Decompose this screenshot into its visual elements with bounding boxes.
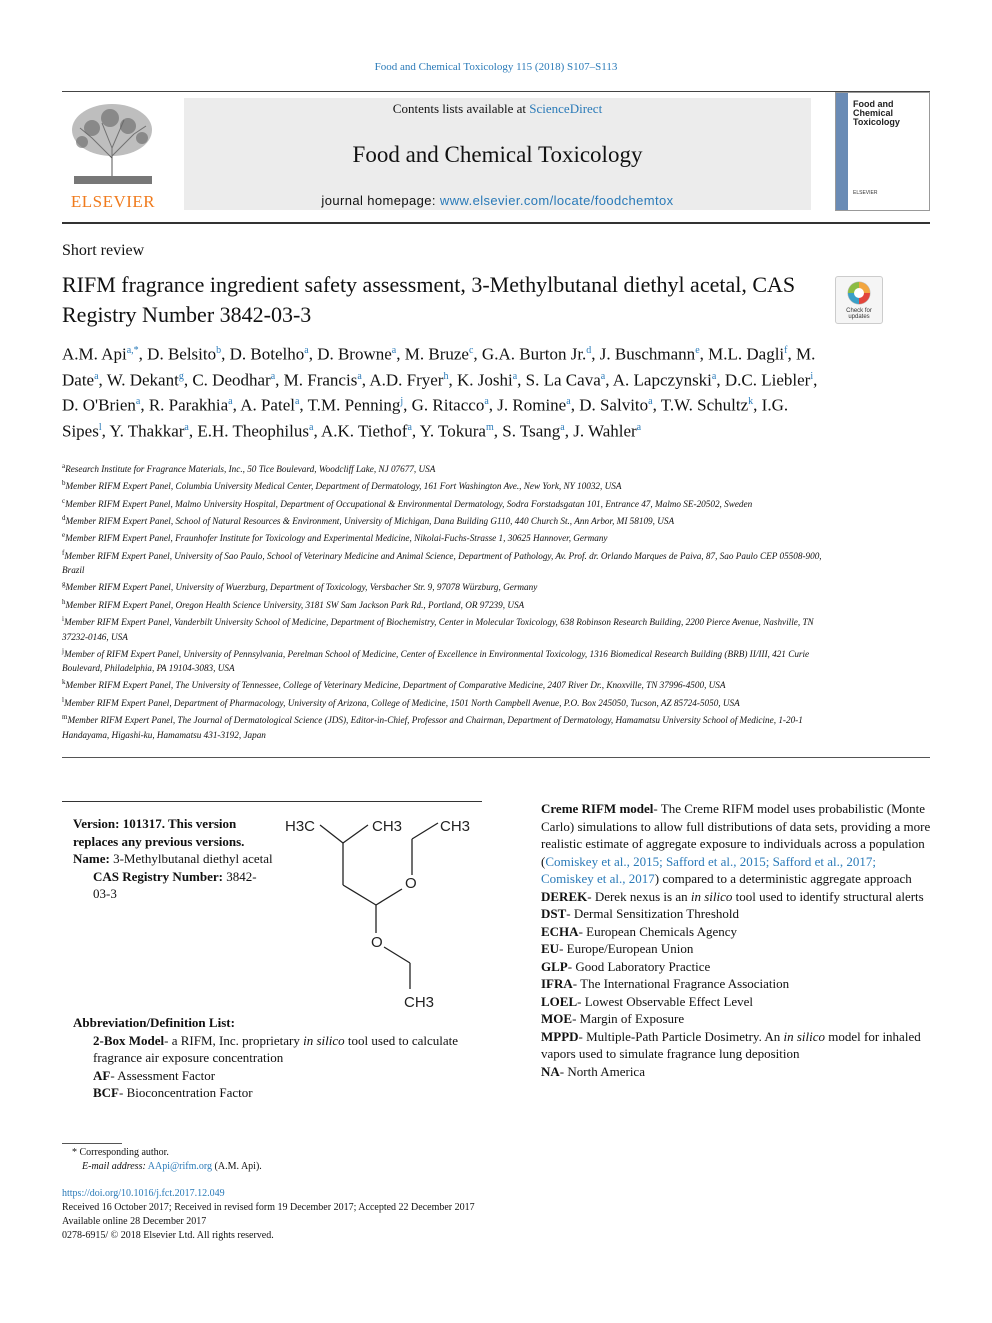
abbreviation-item: [541, 923, 931, 941]
author-affiliation-marker[interactable]: a: [391, 345, 397, 356]
author-name[interactable]: M. Bruze: [404, 344, 469, 364]
abbreviation-definition: tool used to calculate fragrance air exposure concentration: [93, 1032, 459, 1065]
author-affiliation-marker[interactable]: k: [748, 396, 754, 408]
abbreviation-definition: - Assessment Factor: [110, 1067, 216, 1083]
article-title: RIFM fragrance ingredient safety assessment, 3-Methylbutanal diethyl acetal, CAS Registry Number 3842-03-3: [62, 272, 796, 327]
author-affiliation-marker[interactable]: a: [600, 370, 606, 382]
author-name[interactable]: G.A. Burton Jr.: [481, 344, 587, 364]
journal-banner: [184, 98, 811, 210]
abbreviation-definition: - Dermal Sensitization Threshold: [566, 906, 739, 921]
abbreviation-item: [541, 1010, 931, 1028]
email-link[interactable]: AApi@rifm.org: [147, 1161, 213, 1172]
abbreviation-definition: - North America: [559, 1063, 645, 1079]
affiliation-item: [62, 675, 822, 692]
affiliation-marker: g: [62, 580, 66, 589]
author-name[interactable]: D. O'Brien: [62, 395, 136, 415]
affiliation-text: Member RIFM Expert Panel, Vanderbilt University School of Medicine, Department of Biochemistry, Center in Molecular Toxicology, 638 Robinson Research Building, 2200 Pierce Avenue, Nashville, TN 37232-0146, USA: [62, 617, 814, 642]
author-affiliation-marker[interactable]: a: [407, 421, 412, 433]
contents-line: [184, 101, 811, 117]
author-affiliation-marker[interactable]: a: [512, 370, 518, 382]
journal-homepage: [184, 193, 811, 208]
author-affiliation-marker[interactable]: a: [648, 396, 653, 408]
author-affiliation-marker[interactable]: a: [135, 396, 141, 408]
abbreviation-term: BCF: [93, 1085, 119, 1100]
doi-link[interactable]: https://doi.org/10.1016/j.fct.2017.12.049: [62, 1188, 225, 1199]
author-affiliation-marker[interactable]: a: [308, 421, 314, 433]
abbreviation-term: LOEL: [541, 993, 578, 1009]
abbreviation-definition: - The International Fragrance Association: [572, 976, 790, 991]
abbreviation-heading: Abbreviation/Definition List:: [73, 1015, 235, 1030]
author-affiliation-marker[interactable]: i: [810, 370, 814, 382]
author-name[interactable]: J. Wahler: [573, 421, 637, 441]
affiliation-item: [62, 528, 822, 545]
molecule-label-o2: O: [371, 934, 383, 951]
abbreviation-definition: - Derek nexus is an: [587, 888, 691, 904]
molecule-label-ch3-c: CH3: [404, 994, 435, 1011]
affiliation-item: [62, 511, 822, 528]
affiliation-text: Member RIFM Expert Panel, The University of Tennessee, College of Veterinary Medicine, Department of Comparative Medicine, 2407 River Dr., Knoxville, TN 37996-4500, USA: [65, 680, 726, 691]
abbreviation-definition: - The Creme RIFM model uses probabilistic (Monte Carlo) simulations to allow full distributions of data sets, providing a more realistic estimate of aggregate exposure to individuals across a population (: [541, 801, 931, 869]
affiliation-item: [62, 710, 822, 742]
abbreviation-definition: model for inhaled vapors used to simulate fragrance lung deposition: [541, 1028, 921, 1061]
author-affiliation-marker[interactable]: j: [400, 396, 404, 408]
affiliation-item: [62, 595, 822, 612]
affiliation-item: [62, 476, 822, 493]
affiliation-marker: b: [62, 479, 66, 488]
footnote-rule: [62, 1143, 122, 1144]
reference-links[interactable]: Comiskey et al., 2015; Safford et al., 2015; Safford et al., 2017; Comiskey et al., 2017: [541, 853, 876, 886]
author-name[interactable]: D. Botelho: [229, 344, 305, 364]
affiliation-item: [62, 644, 822, 676]
author-name[interactable]: M. Date: [62, 344, 816, 390]
author-name[interactable]: A.M. Api: [62, 344, 127, 364]
molecule-label-ch3-a: CH3: [372, 818, 403, 835]
abbreviation-term: MPPD: [541, 1028, 579, 1044]
crossmark-label: Check for updates: [846, 308, 872, 320]
name-label: Name:: [73, 851, 110, 866]
author-name[interactable]: S. Tsang: [502, 421, 561, 441]
abbreviation-definition: - Bioconcentration Factor: [119, 1085, 253, 1100]
affiliation-marker: d: [62, 514, 66, 523]
email-note: [62, 1160, 562, 1174]
check-for-updates-badge[interactable]: [835, 276, 883, 324]
affiliation-text: Member RIFM Expert Panel, The Journal of Dermatological Science (JDS), Editor-in-Chief, Professor and Chairman, Department of Dermatology, Hamamatsu University School of Medicine, 1-20-1 Handayama, Higashi-ku, Hamamatsu 431-3192, Japan: [62, 715, 803, 740]
author-affiliation-marker[interactable]: a: [294, 396, 300, 408]
author-name[interactable]: G. Ritacco: [411, 395, 485, 415]
abbreviation-item: [541, 958, 931, 976]
author-name[interactable]: C. Deodhar: [192, 370, 271, 390]
abbreviation-term: ECHA: [541, 923, 579, 939]
publisher-name: ELSEVIER: [70, 192, 156, 211]
affiliation-text: Member of RIFM Expert Panel, University of Pennsylvania, Perelman School of Medicine, Center of Excellence in Environmental Toxicology, 1316 Biomedical Research Building (BRB) II/III, 421 Curie Boulevard, Philadelphia, PA 19104-3083, USA: [62, 648, 810, 674]
header-bottom-rule: [62, 222, 930, 224]
author-name[interactable]: M.L. Dagli: [708, 344, 785, 364]
sciencedirect-link[interactable]: ScienceDirect: [529, 101, 603, 116]
abbreviation-term: NA: [541, 1063, 560, 1079]
affiliation-text: Member RIFM Expert Panel, Department of Pharmacology, University of Arizona, College of Medicine, 1501 North Campbell Avenue, P.O. Box 245050, Tucson, AZ 85724-5050, USA: [63, 697, 740, 708]
molecule-label-ch3-b: CH3: [440, 818, 471, 835]
abbreviation-item: [93, 1084, 463, 1102]
infobox-rule: [62, 801, 482, 802]
author-list: A.M. Api$^{a,*}$, D. Belsito$^b$, D. Botelho$^a$, D. Browne$^a$, M. Bruze$^c$, G.A. Burton Jr.$^d$, J. Buschmann$^e$, M.L. Dagli$^f$, M. Date$^a$, W. Dekant$^g$, C. Deodhar$^a$, M. Francis$^a$, A.D. Fryer$^h$, K. Joshi$^a$, S. La Cava$^a$, A. Lapczynski$^a$, D.C. Liebler$^i$, D. O'Brien$^a$, R. Parakhia$^a$, A. Patel$^a$, T.M. Penning$^j$, G. Ritacco$^a$, J. Romine$^a$, D. Salvito$^a$, T.W. Schultz$^k$, I.G. Sipes$^l$, Y. Thakkar$^a$, E.H. Theophilus$^a$, A.K. Tiethof$^a$, Y. Tokura$^m$, S. Tsang$^a$, J. Wahler$^a$: [62, 344, 818, 441]
molecular-structure: [280, 805, 480, 1015]
abbreviation-item: [541, 905, 931, 923]
author-name[interactable]: K. Joshi: [456, 370, 513, 390]
author-name[interactable]: A.K. Tiethof: [321, 421, 408, 441]
crossmark-icon: [836, 277, 882, 307]
abbreviation-term: 2-Box Model: [93, 1032, 165, 1048]
cover-publisher: ELSEVIER: [853, 190, 878, 196]
author-affiliation-marker[interactable]: a: [711, 370, 717, 382]
molecule-label-o1: O: [405, 875, 417, 892]
abbreviation-item: [93, 1067, 463, 1085]
author-name[interactable]: S. La Cava: [525, 370, 601, 390]
abbreviation-term: EU: [541, 941, 560, 956]
affiliation-marker: i: [62, 615, 64, 624]
affiliation-item: [62, 693, 822, 710]
abbreviation-item: [541, 975, 931, 993]
author-name[interactable]: D. Browne: [317, 344, 392, 364]
abbreviation-items-left: [73, 1032, 463, 1102]
author-name[interactable]: I.G. Sipes: [62, 395, 789, 441]
author-name[interactable]: Y. Tokura: [419, 421, 486, 441]
author-name[interactable]: A. Lapczynski: [612, 370, 712, 390]
abbreviation-item: [541, 888, 931, 906]
author-affiliation-marker[interactable]: l: [98, 421, 102, 433]
author-affiliation-marker[interactable]: b: [216, 345, 222, 356]
abbreviation-definition: in silico: [303, 1032, 345, 1048]
abbreviation-definition: ) compared to a deterministic aggregate approach: [654, 871, 912, 886]
abbreviation-definition: in silico: [783, 1028, 826, 1044]
author-affiliation-marker[interactable]: a,*: [126, 345, 139, 356]
affiliation-text: Research Institute for Fragrance Materials, Inc., 50 Tice Boulevard, Woodcliff Lake, NJ 07677, USA: [65, 464, 436, 475]
journal-cover-thumbnail[interactable]: [835, 92, 930, 211]
corresponding-author-note: * Corresponding author.: [72, 1147, 169, 1158]
abbreviation-definition: - Lowest Observable Effect Level: [577, 993, 754, 1009]
available-online: Available online 28 December 2017: [62, 1216, 207, 1227]
affiliation-text: Member RIFM Expert Panel, University of Sao Paulo, School of Veterinary Medicine and Animal Science, Department of Pathology, Av. Prof. dr. Orlando Marques de Paiva, 87, Sao Paulo CEP 05508-900, Brazil: [62, 550, 822, 576]
homepage-link[interactable]: www.elsevier.com/locate/foodchemtox: [439, 193, 674, 208]
author-name[interactable]: J. Romine: [497, 395, 567, 415]
abbreviation-definition: in silico: [690, 888, 733, 904]
abbreviation-list-left: [73, 1014, 463, 1102]
author-name[interactable]: M. Francis: [283, 370, 358, 390]
abbreviation-item: [541, 800, 931, 888]
abbreviation-term: DST: [541, 906, 567, 921]
author-name[interactable]: D.C. Liebler: [724, 370, 811, 390]
contents-prefix: Contents lists available at: [392, 101, 530, 116]
abbreviation-term: IFRA: [541, 976, 573, 991]
affiliation-item: [62, 459, 822, 476]
affiliation-text: Member RIFM Expert Panel, School of Natural Resources & Environment, University of Michigan, Dana Building G110, 440 Church St., Ann Arbor, MI 58109, USA: [65, 516, 675, 527]
author-affiliation-marker[interactable]: e: [695, 345, 700, 356]
abbreviation-term: Creme RIFM model: [541, 801, 654, 816]
affiliation-list: [62, 459, 822, 742]
affiliation-marker: c: [62, 496, 66, 505]
email-label: E-mail address:: [82, 1161, 146, 1172]
affiliation-marker: m: [62, 713, 68, 722]
affiliation-item: [62, 546, 822, 578]
abbreviation-definition: tool used to identify structural alerts: [732, 888, 924, 904]
author-name[interactable]: A.D. Fryer: [369, 370, 444, 390]
name-value: 3-Methylbutanal diethyl acetal: [113, 851, 273, 866]
abbreviation-item: [541, 940, 931, 958]
affiliation-marker: k: [62, 678, 66, 687]
abbreviation-definition: - Multiple-Path Particle Dosimetry. An: [578, 1028, 784, 1044]
affiliation-text: Member RIFM Expert Panel, Malmo University Hospital, Department of Occupational & Environmental Dermatology, Sodra Forstadsgatan 101, Entrance 47, Malmo SE-20502, Sweden: [65, 498, 753, 509]
affiliation-marker: e: [62, 531, 66, 540]
article-history: [62, 1187, 662, 1243]
abbreviation-term: GLP: [541, 958, 568, 974]
cover-title: Food and Chemical Toxicology: [853, 99, 900, 127]
abbreviation-item: [541, 993, 931, 1011]
journal-title: Food and Chemical Toxicology: [352, 142, 643, 167]
abbreviation-definition: - Margin of Exposure: [572, 1011, 685, 1026]
abbreviation-term: MOE: [541, 1011, 573, 1026]
cas-value: 3842-03-3: [93, 868, 257, 901]
affiliation-item: [62, 494, 822, 511]
cas-label: CAS Registry Number:: [93, 868, 223, 884]
author-affiliation-marker[interactable]: a: [636, 421, 642, 433]
author-name[interactable]: R. Parakhia: [148, 395, 229, 415]
abbreviation-definition: - a RIFM, Inc. proprietary: [164, 1032, 304, 1048]
author-affiliation-marker[interactable]: a: [357, 370, 362, 382]
author-affiliation-marker[interactable]: a: [304, 345, 309, 356]
author-name[interactable]: A. Patel: [240, 395, 295, 415]
author-name[interactable]: D. Belsito: [147, 344, 217, 364]
email-suffix: (A.M. Api).: [214, 1161, 262, 1172]
author-affiliation-marker[interactable]: a: [94, 370, 99, 382]
affiliation-text: Member RIFM Expert Panel, Oregon Health Science University, 3181 SW Sam Jackson Park Rd., Portland, OR 97239, USA: [65, 599, 525, 610]
affiliation-text: Member RIFM Expert Panel, University of Wuerzburg, Department of Toxicology, Versbacher Str. 9, 97078 Würzburg, Germany: [65, 582, 538, 593]
affiliation-text: Member RIFM Expert Panel, Columbia University Medical Center, Department of Dermatology, 161 Fort Washington Ave., New York, NY 10032, USA: [65, 481, 622, 492]
header-rule: [62, 91, 930, 92]
author-affiliation-marker[interactable]: a: [484, 396, 489, 408]
affiliation-marker: l: [62, 695, 64, 704]
author-name[interactable]: T.M. Penning: [307, 395, 401, 415]
author-name[interactable]: E.H. Theophilus: [197, 421, 309, 441]
affiliation-item: [62, 612, 822, 644]
abbreviation-item: [93, 1032, 463, 1067]
author-affiliation-marker[interactable]: c: [468, 345, 474, 356]
author-affiliation-marker[interactable]: f: [784, 345, 788, 356]
article-type: Short review: [62, 242, 145, 259]
abbreviation-definition: - European Chemicals Agency: [578, 923, 738, 939]
abbreviation-item: [541, 1028, 931, 1063]
abbreviation-list-right: [541, 800, 931, 1080]
abbreviation-definition: - Good Laboratory Practice: [567, 958, 711, 974]
affiliation-marker: f: [62, 548, 65, 557]
affiliation-marker: h: [62, 597, 66, 606]
copyright: 0278-6915/ © 2018 Elsevier Ltd. All rights reserved.: [62, 1230, 274, 1241]
cas-row: [73, 868, 273, 903]
abbreviation-definition: - Europe/European Union: [559, 941, 694, 956]
author-affiliation-marker[interactable]: a: [566, 396, 571, 408]
abbreviation-term: AF: [93, 1067, 111, 1083]
author-affiliation-marker[interactable]: a: [228, 396, 233, 408]
name-row: [73, 850, 273, 868]
footnotes: [62, 1146, 562, 1174]
author-name[interactable]: D. Salvito: [579, 395, 649, 415]
author-name[interactable]: Y. Thakkar: [109, 421, 185, 441]
cover-stripe: [836, 93, 848, 210]
author-affiliation-marker[interactable]: g: [178, 370, 184, 382]
author-affiliation-marker[interactable]: d: [586, 345, 592, 356]
author-affiliation-marker[interactable]: a: [184, 421, 189, 433]
affiliation-text: Member RIFM Expert Panel, Fraunhofer Institute for Toxicology and Experimental Medicine, Nikolai-Fuchs-Strasse 1, 30625 Hannover, Germany: [65, 533, 608, 544]
compound-infobox: [73, 815, 273, 903]
affiliation-item: [62, 577, 822, 594]
author-affiliation-marker[interactable]: h: [443, 370, 449, 382]
received-dates: Received 16 October 2017; Received in revised form 19 December 2017; Accepted 22 December 2017: [62, 1202, 475, 1213]
version-label: Version: 101317. This version replaces any previous versions.: [73, 816, 245, 849]
author-affiliation-marker[interactable]: a: [560, 421, 565, 433]
affiliation-marker: a: [62, 462, 66, 470]
author-name[interactable]: W. Dekant: [106, 370, 179, 390]
author-affiliation-marker[interactable]: m: [485, 421, 494, 433]
journal-citation[interactable]: Food and Chemical Toxicology 115 (2018) S107–S113: [374, 61, 618, 73]
author-name[interactable]: T.W. Schultz: [660, 395, 749, 415]
molecule-label-h3c: H3C: [285, 818, 316, 835]
author-affiliation-marker[interactable]: a: [270, 370, 276, 382]
front-matter-rule: [62, 757, 930, 758]
abbreviation-item: [541, 1063, 931, 1081]
abbreviation-term: DEREK: [541, 888, 588, 904]
author-name[interactable]: J. Buschmann: [599, 344, 696, 364]
homepage-prefix: journal homepage:: [321, 193, 440, 208]
elsevier-logo[interactable]: [62, 98, 164, 210]
affiliation-marker: j: [62, 646, 64, 655]
